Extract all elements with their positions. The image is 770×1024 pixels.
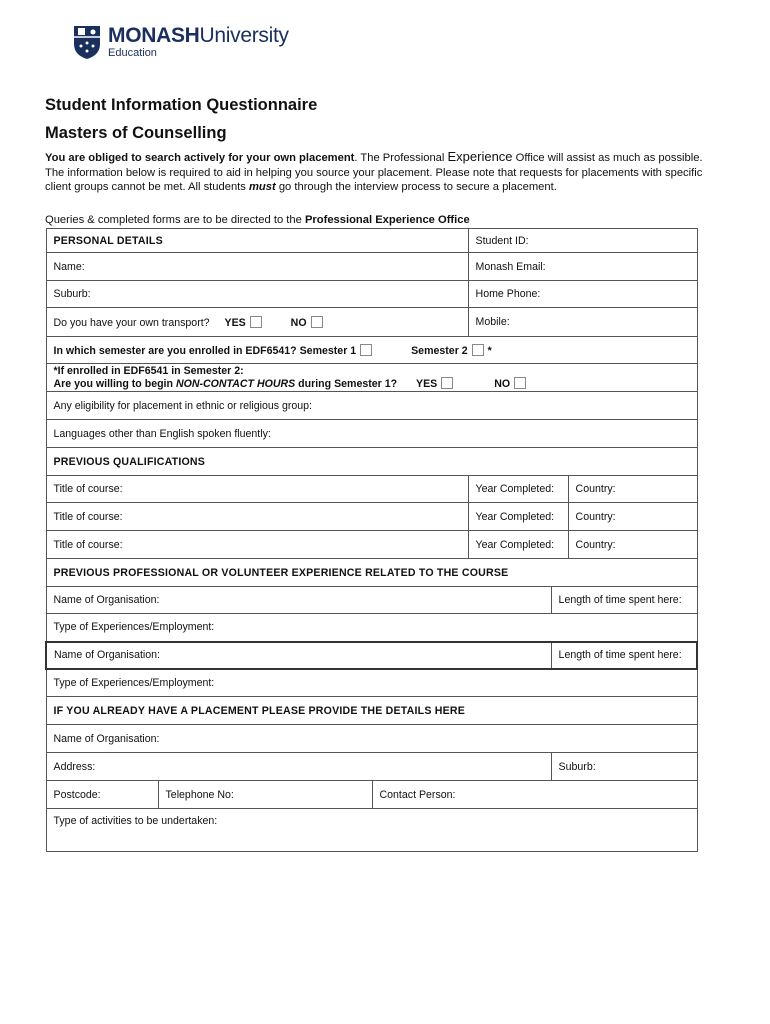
semester-2-checkbox[interactable] (472, 344, 484, 356)
year-completed-field[interactable]: Year Completed: (468, 476, 568, 503)
transport-no-checkbox[interactable] (311, 316, 323, 328)
intro-experience: Experience (447, 149, 513, 164)
semester-2-label: Semester 2 (411, 344, 468, 357)
intro-text-1: . The Professional (354, 152, 445, 164)
semester-2-asterisk: * (487, 344, 492, 357)
transport-yes-checkbox[interactable] (250, 316, 262, 328)
experience-type-field[interactable]: Type of Experiences/Employment: (46, 614, 697, 642)
semester-label: In which semester are you enrolled in EDF6541? (53, 344, 297, 357)
monash-logo (72, 24, 289, 60)
transport-label: Do you have your own transport? (53, 316, 210, 329)
non-contact-yes-checkbox[interactable] (441, 377, 453, 389)
willing-text-b: during Semester 1? (298, 378, 398, 390)
student-id-field[interactable]: Student ID: (468, 229, 697, 253)
willing-text-em: NON-CONTACT HOURS (175, 378, 296, 390)
placement-postcode-field[interactable]: Postcode: (46, 781, 158, 809)
if-enrolled-note: *If enrolled in EDF6541 in Semester 2: (53, 365, 244, 377)
queries-text: Queries & completed forms are to be directed to the (45, 214, 302, 226)
course-title-field[interactable]: Title of course: (46, 531, 468, 559)
intro-paragraph (45, 150, 705, 195)
transport-no-label: NO (290, 316, 307, 329)
non-contact-hours-question (46, 364, 697, 392)
experience-length-field[interactable]: Length of time spent here: (551, 587, 697, 614)
queries-line (45, 214, 470, 226)
home-phone-field[interactable]: Home Phone: (468, 281, 697, 308)
course-title-field[interactable]: Title of course: (46, 503, 468, 531)
transport-yes-label: YES (224, 316, 246, 329)
placement-activities-field[interactable]: Type of activities to be undertaken: (46, 809, 697, 852)
non-contact-no-label: NO (494, 378, 511, 390)
transport-question (46, 308, 468, 337)
eligibility-field[interactable]: Any eligibility for placement in ethnic or religious group: (46, 392, 697, 420)
course-title-field[interactable]: Title of course: (46, 476, 468, 503)
experience-type-field[interactable]: Type of Experiences/Employment: (46, 669, 697, 697)
page-subtitle: Masters of Counselling (45, 124, 227, 142)
semester-1-label: Semester 1 (299, 344, 357, 357)
year-completed-field[interactable]: Year Completed: (468, 503, 568, 531)
experience-organisation-field[interactable]: Name of Organisation: (46, 642, 551, 669)
name-field[interactable]: Name: (46, 253, 468, 281)
experience-organisation-field[interactable]: Name of Organisation: (46, 587, 551, 614)
placement-suburb-field[interactable]: Suburb: (551, 753, 697, 781)
placement-telephone-field[interactable]: Telephone No: (158, 781, 372, 809)
page-title: Student Information Questionnaire (45, 96, 318, 114)
brand-light: University (199, 24, 289, 47)
brand-bold: MONASH (108, 24, 200, 47)
queries-office: Professional Experience Office (304, 214, 470, 226)
placement-address-field[interactable]: Address: (46, 753, 551, 781)
suburb-field[interactable]: Suburb: (46, 281, 468, 308)
mobile-field[interactable]: Mobile: (468, 308, 697, 337)
semester-question (46, 337, 697, 364)
non-contact-yes-label: YES (416, 378, 438, 390)
placement-contact-field[interactable]: Contact Person: (372, 781, 697, 809)
semester-1-checkbox[interactable] (360, 344, 372, 356)
experience-length-field[interactable]: Length of time spent here: (551, 642, 697, 669)
non-contact-no-checkbox[interactable] (514, 377, 526, 389)
placement-heading: IF YOU ALREADY HAVE A PLACEMENT PLEASE PROVIDE THE DETAILS HERE (46, 697, 697, 725)
experience-heading: PREVIOUS PROFESSIONAL OR VOLUNTEER EXPERIENCE RELATED TO THE COURSE (46, 559, 697, 587)
country-field[interactable]: Country: (568, 503, 697, 531)
questionnaire-form (45, 228, 698, 852)
monash-email-field[interactable]: Monash Email: (468, 253, 697, 281)
intro-bold: You are obliged to search actively for your own placement (45, 152, 355, 164)
year-completed-field[interactable]: Year Completed: (468, 531, 568, 559)
monash-crest-icon (72, 24, 102, 60)
intro-text-3: go through the interview process to secure a placement. (278, 181, 557, 193)
brand-sub: Education (108, 47, 157, 59)
willing-text-a: Are you willing to begin (53, 378, 173, 390)
personal-details-heading: PERSONAL DETAILS (46, 229, 468, 253)
intro-must: must (248, 181, 276, 193)
placement-organisation-field[interactable]: Name of Organisation: (46, 725, 697, 753)
intro-text-2: Office will assist as much as possible. The information below is required to aid in helping you source your placement. Please note that requests for placements with specific client groups cannot be met. All students (45, 152, 703, 193)
country-field[interactable]: Country: (568, 476, 697, 503)
languages-field[interactable]: Languages other than English spoken fluently: (46, 420, 697, 448)
qualifications-heading: PREVIOUS QUALIFICATIONS (46, 448, 697, 476)
country-field[interactable]: Country: (568, 531, 697, 559)
